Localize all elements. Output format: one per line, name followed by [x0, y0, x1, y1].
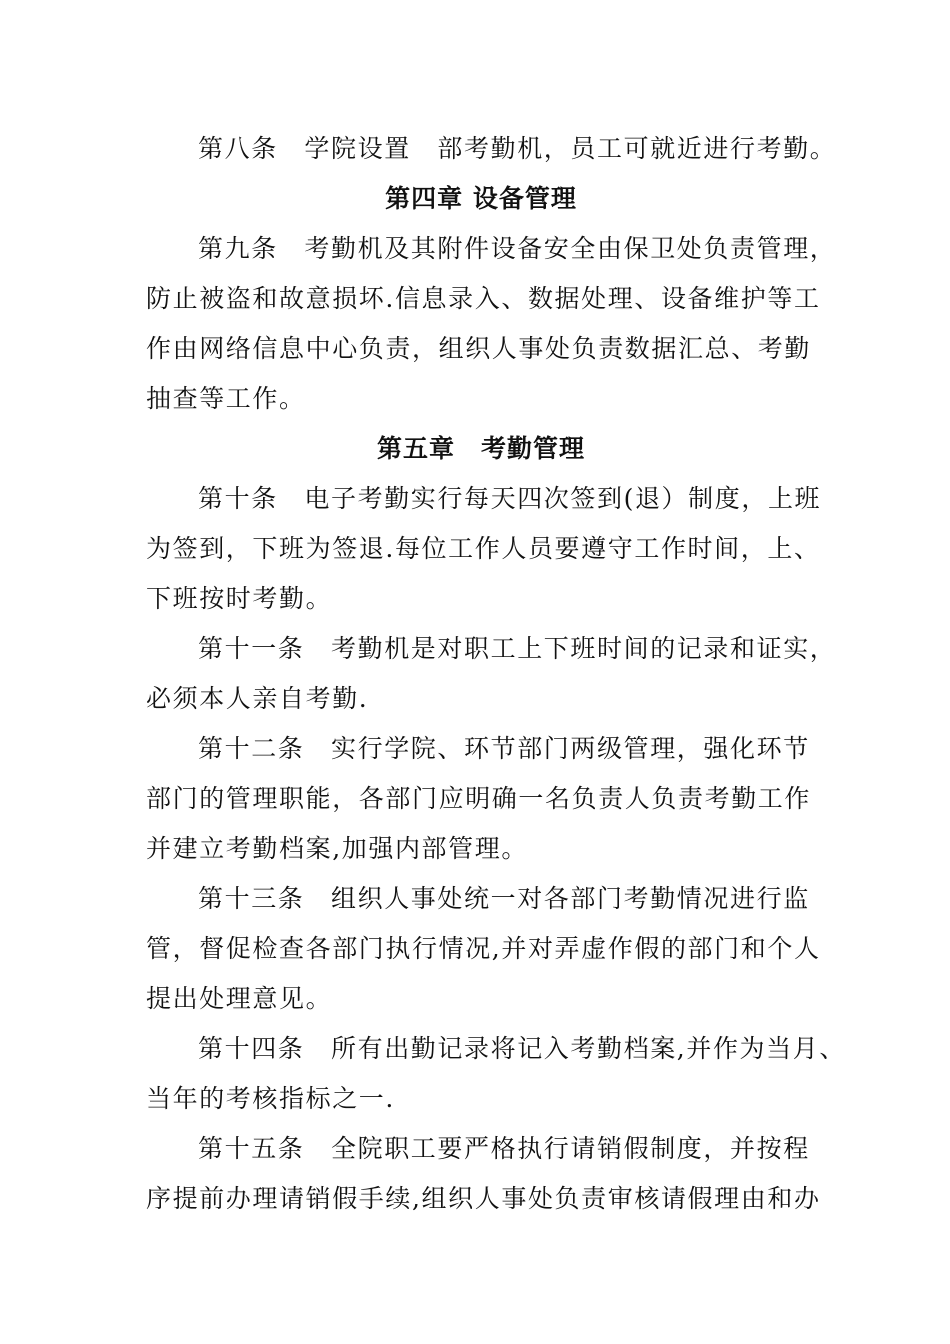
- article-9-line-1: 第九条 考勤机及其附件设备安全由保卫处负责管理，: [198, 234, 837, 263]
- article-12-line-3: 并建立考勤档案,加强内部管理。: [146, 834, 528, 863]
- article-11-line-2: 必须本人亲自考勤.: [146, 684, 369, 713]
- article-12-line-1: 第十二条 实行学院、环节部门两级管理，强化环节: [198, 734, 810, 763]
- article-8-line-1: 第八条 学院设置 部考勤机，员工可就近进行考勤。: [198, 134, 837, 163]
- article-10-line-2: 为签到，下班为签退.每位工作人员要遵守工作时间，上、: [146, 534, 821, 563]
- article-11-line-1: 第十一条 考勤机是对职工上下班时间的记录和证实，: [198, 634, 837, 663]
- article-15-line-1: 第十五条 全院职工要严格执行请销假制度，并按程: [198, 1134, 810, 1163]
- article-9-line-2: 防止被盗和故意损坏.信息录入、数据处理、设备维护等工: [146, 284, 821, 313]
- article-9-line-3: 作由网络信息中心负责，组织人事处负责数据汇总、考勤: [146, 334, 812, 363]
- article-15-line-2: 序提前办理请销假手续,组织人事处负责审核请假理由和办: [146, 1184, 821, 1213]
- article-9-line-4: 抽查等工作。: [146, 384, 306, 413]
- article-13-line-2: 管，督促检查各部门执行情况,并对弄虚作假的部门和个人: [146, 934, 821, 963]
- article-12-line-2: 部门的管理职能，各部门应明确一名负责人负责考勤工作: [146, 784, 812, 813]
- document-page: [146, 124, 846, 1224]
- chapter-4-heading: 第四章 设备管理: [385, 184, 577, 213]
- article-14-line-2: 当年的考核指标之一.: [146, 1084, 395, 1113]
- article-13-line-1: 第十三条 组织人事处统一对各部门考勤情况进行监: [198, 884, 810, 913]
- chapter-5-heading: 第五章 考勤管理: [376, 434, 585, 463]
- article-10-line-1: 第十条 电子考勤实行每天四次签到(退）制度，上班: [198, 484, 822, 513]
- article-13-line-3: 提出处理意见。: [146, 984, 333, 1013]
- article-10-line-3: 下班按时考勤。: [146, 584, 333, 613]
- article-14-line-1: 第十四条 所有出勤记录将记入考勤档案,并作为当月、: [198, 1034, 846, 1063]
